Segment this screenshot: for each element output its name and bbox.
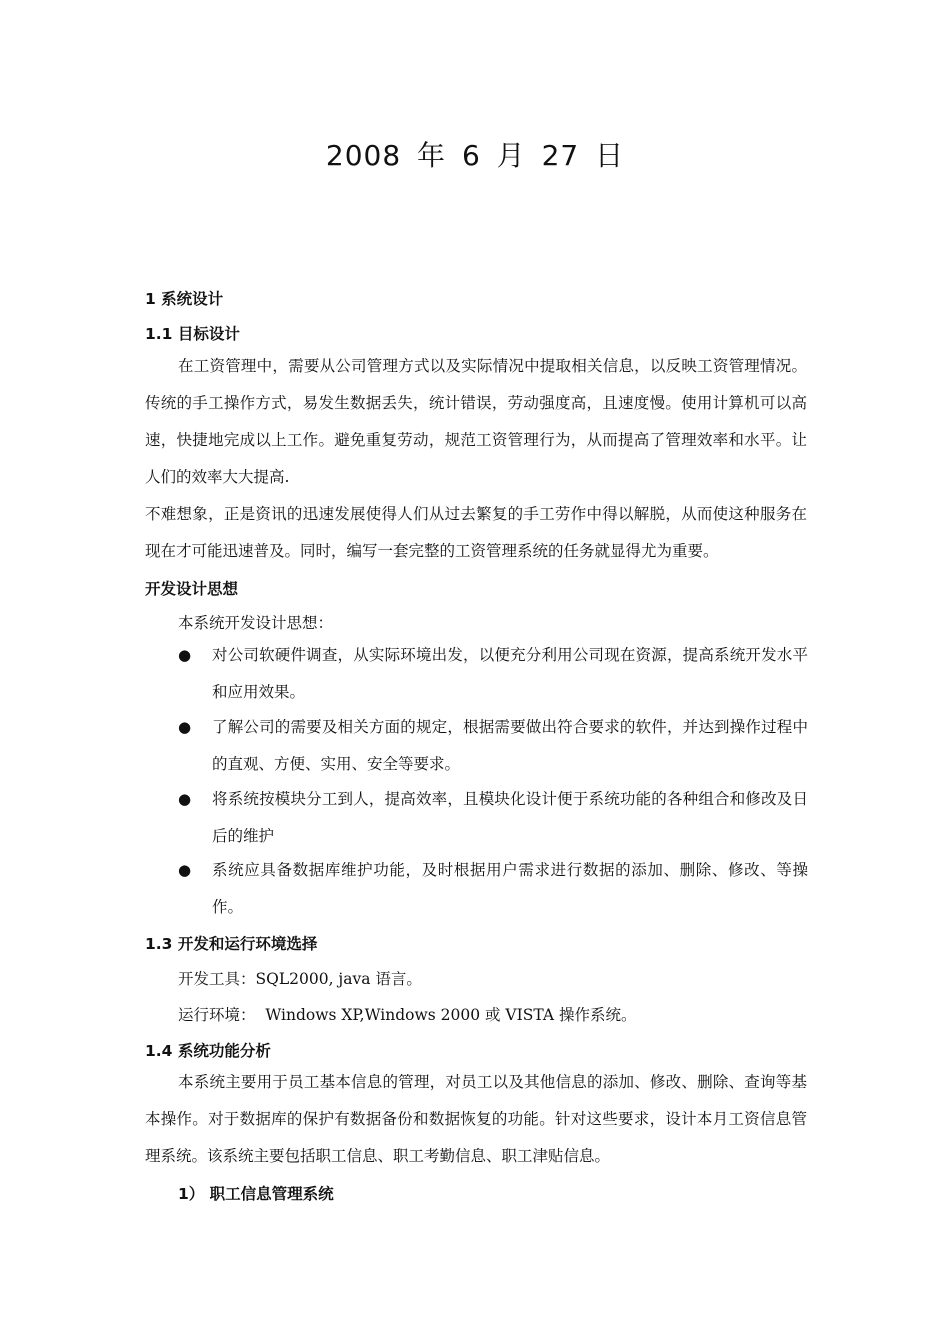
run-env-line: 运行环境： Windows XP,Windows 2000 或 VISTA 操作系统。 [178,1006,637,1024]
list-item-text: 对公司软硬件调查，从实际环境出发，以便充分利用公司现在资源，提高系统开发水平和应用效果。 [212,646,808,701]
heading-design-thoughts: 开发设计思想 [145,580,239,598]
goal-paragraph-1: 在工资管理中，需要从公司管理方式以及实际情况中提取相关信息，以反映工资管理情况。传统的手工操作方式，易发生数据丢失，统计错误，劳动强度高，且速度慢。使用计算机可以高速，快捷地完成以上工作。避免重复劳动，规范工资管理行为，从而提高了管理效率和水平。让人们的效率大大提高. [145,357,807,486]
dev-tools-line: 开发工具：SQL2000, java 语言。 [178,970,422,988]
list-item-text: 系统应具备数据库维护功能，及时根据用户需求进行数据的添加、删除、修改、等操作。 [212,861,808,916]
goal-paragraph-2: 不难想象，正是资讯的迅速发展使得人们从过去繁复的手工劳作中得以解脱，从而使这种服务在现在才可能迅速普及。同时，编写一套完整的工资管理系统的任务就显得尤为重要。 [145,505,807,560]
list-item [178,709,808,783]
heading-dev-environment: 1.3 开发和运行环境选择 [145,935,318,953]
design-thoughts-intro: 本系统开发设计思想： [178,614,334,632]
bullet-icon: ● [178,790,192,808]
list-item [178,852,808,926]
subheading-employee-info: 1） 职工信息管理系统 [178,1185,334,1203]
function-analysis-paragraph: 本系统主要用于员工基本信息的管理，对员工以及其他信息的添加、修改、删除、查询等基本操作。对于数据库的保护有数据备份和数据恢复的功能。针对这些要求，设计本月工资信息管理系统。该系统主要包括职工信息、职工考勤信息、职工津贴信息。 [145,1073,807,1165]
heading-goal-design: 1.1 目标设计 [145,325,240,343]
heading-system-design: 1 系统设计 [145,290,224,308]
bullet-icon: ● [178,646,192,664]
list-item-text: 将系统按模块分工到人，提高效率，且模块化设计便于系统功能的各种组合和修改及日后的维护 [212,790,808,845]
document-date: 2008 年 6 月 27 日 [325,139,625,172]
list-item-text: 了解公司的需要及相关方面的规定，根据需要做出符合要求的软件，并达到操作过程中的直观、方便、实用、安全等要求。 [212,718,808,773]
heading-function-analysis: 1.4 系统功能分析 [145,1042,271,1060]
bullet-icon: ● [178,718,192,736]
list-item [178,781,808,855]
bullet-icon: ● [178,861,192,879]
list-item [178,637,808,711]
